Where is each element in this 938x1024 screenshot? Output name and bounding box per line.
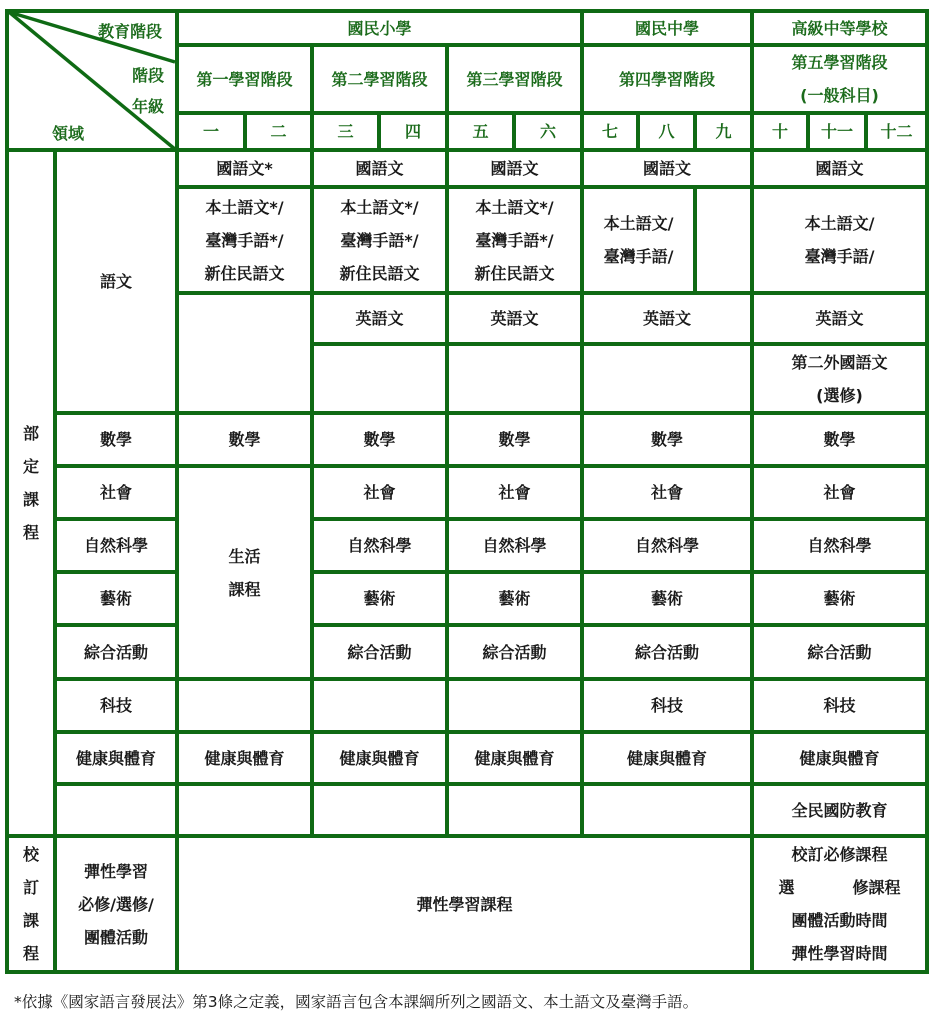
domain-health-pe: 健康與體育 bbox=[75, 748, 156, 768]
cell-technology-s5: 科技 bbox=[823, 696, 856, 715]
grid-line bbox=[243, 111, 247, 152]
grid-line bbox=[5, 148, 927, 152]
edu-level-junior-high: 國民中學 bbox=[634, 18, 699, 38]
learning-stage-3: 第三學習階段 bbox=[466, 69, 563, 89]
grid-line bbox=[864, 111, 868, 152]
cell-mandarin-s5: 國語文 bbox=[815, 159, 864, 178]
section-school-curriculum: 校 訂 課 程 bbox=[22, 845, 39, 963]
grade-1: 一 bbox=[202, 122, 219, 141]
cell-math-s1: 數學 bbox=[228, 430, 261, 449]
cell-mandarin-s1: 國語文* bbox=[216, 159, 273, 178]
grid-line bbox=[693, 111, 697, 152]
cell-local-lang-s5: 本土語文/ 臺灣手語/ bbox=[804, 214, 875, 266]
grid-line bbox=[53, 623, 177, 627]
cell-integrative-s4: 綜合活動 bbox=[634, 642, 699, 662]
grade-9: 九 bbox=[715, 122, 732, 141]
grid-line bbox=[750, 9, 754, 974]
grid-line bbox=[636, 111, 640, 152]
cell-technology-s4: 科技 bbox=[650, 696, 683, 715]
grade-5: 五 bbox=[472, 122, 489, 141]
cell-english-s3: 英語文 bbox=[490, 309, 539, 328]
grid-line bbox=[5, 9, 929, 13]
grid-line bbox=[175, 111, 927, 115]
grid-line bbox=[53, 677, 927, 681]
grid-line bbox=[806, 111, 810, 152]
cell-math-s2: 數學 bbox=[363, 430, 396, 449]
cell-english-s4: 英語文 bbox=[642, 309, 691, 328]
grade-3: 三 bbox=[337, 122, 354, 141]
cell-science-s2: 自然科學 bbox=[347, 536, 412, 555]
domain-social: 社會 bbox=[99, 483, 132, 502]
grade-6: 六 bbox=[539, 122, 556, 141]
domain-arts: 藝術 bbox=[99, 589, 132, 608]
cell-local-lang-s1: 本土語文*/ 臺灣手語*/ 新住民語文 bbox=[204, 197, 285, 283]
cell-mandarin-s3: 國語文 bbox=[490, 159, 539, 178]
cell-life-curriculum: 生活 課程 bbox=[228, 546, 261, 599]
grid-line bbox=[53, 464, 927, 468]
cell-integrative-s2: 綜合活動 bbox=[347, 642, 412, 662]
cell-social-s4: 社會 bbox=[650, 483, 683, 502]
cell-arts-s4: 藝術 bbox=[650, 589, 683, 608]
corner-grade-label: 年級 bbox=[132, 97, 165, 116]
grid-line bbox=[53, 517, 177, 521]
domain-flexible: 彈性學習 必修/選修/ 團體活動 bbox=[78, 861, 154, 947]
domain-science: 自然科學 bbox=[83, 536, 148, 555]
cell-mandarin-s4: 國語文 bbox=[642, 159, 691, 178]
cell-arts-s2: 藝術 bbox=[363, 589, 396, 608]
edu-level-elementary: 國民小學 bbox=[347, 18, 412, 38]
grid-line bbox=[53, 411, 927, 415]
cell-arts-s5: 藝術 bbox=[823, 589, 856, 608]
cell-social-s5: 社會 bbox=[823, 483, 856, 502]
corner-edu-stage-label: 教育階段 bbox=[98, 22, 163, 41]
cell-flexible-course: 彈性學習課程 bbox=[416, 894, 513, 914]
learning-stage-2: 第二學習階段 bbox=[331, 69, 428, 89]
grid-line bbox=[512, 111, 516, 152]
domain-math: 數學 bbox=[99, 430, 132, 449]
grid-line bbox=[5, 834, 927, 838]
cell-science-s4: 自然科學 bbox=[634, 536, 699, 555]
cell-english-s5: 英語文 bbox=[815, 309, 864, 328]
cell-social-s3: 社會 bbox=[498, 483, 531, 502]
grid-line bbox=[5, 970, 929, 974]
grid-line bbox=[445, 43, 449, 838]
cell-math-s3: 數學 bbox=[498, 430, 531, 449]
cell-integrative-s3: 綜合活動 bbox=[482, 642, 547, 662]
grid-line bbox=[310, 43, 314, 838]
grid-line bbox=[925, 9, 929, 974]
grade-8: 八 bbox=[658, 122, 675, 141]
cell-math-s4: 數學 bbox=[650, 430, 683, 449]
cell-arts-s3: 藝術 bbox=[498, 589, 531, 608]
grid-line bbox=[377, 111, 381, 152]
corner-domain-label: 領域 bbox=[52, 124, 85, 143]
cell-mandarin-s2: 國語文 bbox=[355, 159, 404, 178]
grid-line bbox=[53, 148, 57, 974]
grid-line bbox=[580, 9, 584, 838]
domain-language: 語文 bbox=[99, 272, 132, 291]
grid-line bbox=[5, 9, 9, 974]
grid-line bbox=[175, 291, 927, 295]
cell-local-lang-s3: 本土語文*/ 臺灣手語*/ 新住民語文 bbox=[474, 197, 555, 283]
cell-second-foreign-lang: 第二外國語文 (選修) bbox=[791, 352, 888, 405]
cell-local-lang-s2: 本土語文*/ 臺灣手語*/ 新住民語文 bbox=[339, 197, 420, 283]
cell-integrative-s5: 綜合活動 bbox=[807, 642, 872, 662]
grid-line bbox=[175, 185, 927, 189]
grid-line bbox=[693, 185, 697, 295]
cell-health-pe-s5: 健康與體育 bbox=[799, 748, 880, 768]
grade-4: 四 bbox=[404, 122, 421, 141]
cell-local-lang-s4: 本土語文/ 臺灣手語/ bbox=[603, 214, 674, 266]
grid-line bbox=[175, 9, 179, 974]
cell-health-pe-s3: 健康與體育 bbox=[474, 748, 555, 768]
learning-stage-1: 第一學習階段 bbox=[196, 69, 293, 89]
footnote: *依據《國家語言發展法》第3條之定義，國家語言包含本課綱所列之國語文、本土語文及臺灣手語。 bbox=[14, 993, 699, 1011]
cell-health-pe-s4: 健康與體育 bbox=[626, 748, 707, 768]
edu-level-senior-high: 高級中等學校 bbox=[791, 18, 888, 38]
grade-11: 十一 bbox=[820, 122, 853, 141]
grid-line bbox=[310, 570, 927, 574]
domain-integrative: 綜合活動 bbox=[83, 642, 148, 662]
section-required-curriculum: 部 定 課 程 bbox=[22, 424, 39, 542]
cell-health-pe-s2: 健康與體育 bbox=[339, 748, 420, 768]
learning-stage-5: 第五學習階段 (一般科目) bbox=[791, 53, 888, 105]
domain-technology: 科技 bbox=[99, 696, 132, 715]
cell-science-s3: 自然科學 bbox=[482, 536, 547, 555]
grid-line bbox=[310, 623, 927, 627]
corner-stage-label: 階段 bbox=[132, 66, 165, 85]
grade-2: 二 bbox=[270, 122, 287, 141]
cell-math-s5: 數學 bbox=[823, 430, 856, 449]
cell-social-s2: 社會 bbox=[363, 483, 396, 502]
cell-hs-school-curriculum: 校訂必修課程 選 修課程 團體活動時間 彈性學習時間 bbox=[778, 845, 901, 963]
grid-line bbox=[53, 782, 927, 786]
grade-12: 十二 bbox=[880, 122, 913, 141]
cell-science-s5: 自然科學 bbox=[807, 536, 872, 555]
grid-line bbox=[310, 517, 927, 521]
cell-health-pe-s1: 健康與體育 bbox=[204, 748, 285, 768]
grid-line bbox=[175, 43, 927, 47]
cell-national-defense: 全民國防教育 bbox=[791, 800, 888, 820]
learning-stage-4: 第四學習階段 bbox=[618, 69, 715, 89]
grid-line bbox=[310, 342, 927, 346]
grid-line bbox=[53, 570, 177, 574]
cell-english-s2: 英語文 bbox=[355, 309, 404, 328]
grid-line bbox=[53, 730, 927, 734]
grade-7: 七 bbox=[601, 122, 618, 141]
grade-10: 十 bbox=[771, 122, 788, 141]
